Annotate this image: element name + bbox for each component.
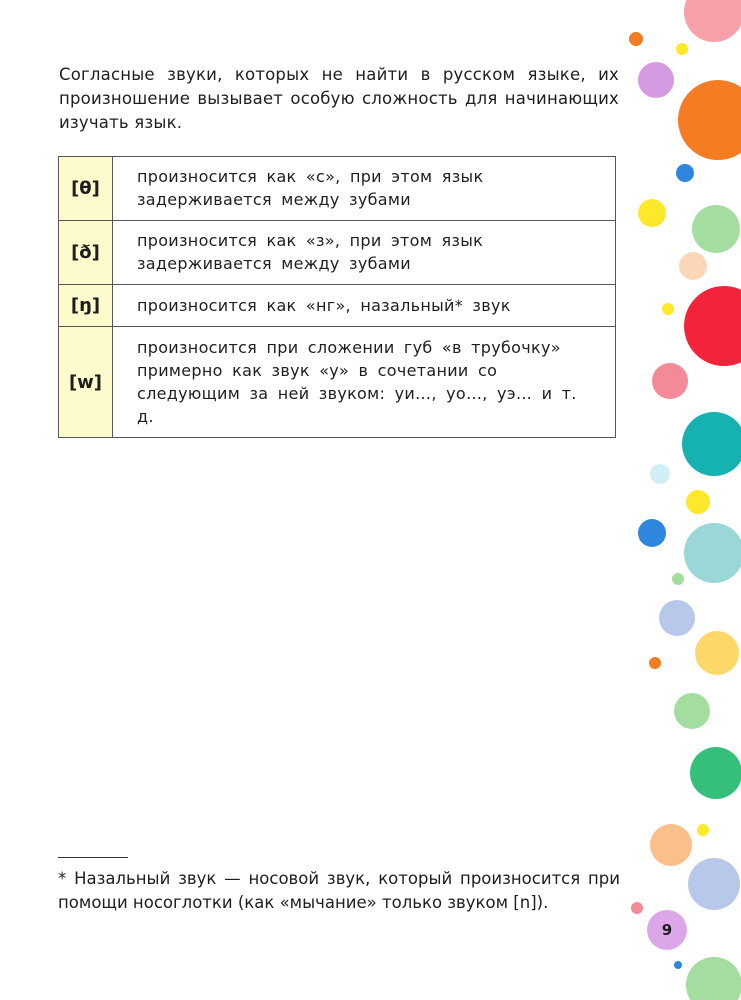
intro-paragraph: Согласные звуки, которых не найти в русском языке, их произношение вызывает особую сложность для начинающих изучать язык.	[59, 65, 619, 132]
dot	[688, 858, 740, 910]
table-row	[59, 285, 616, 327]
dot	[682, 412, 741, 476]
dot	[649, 657, 661, 669]
dot	[678, 80, 741, 160]
dot	[674, 961, 682, 969]
dot	[676, 164, 694, 182]
dot	[686, 490, 710, 514]
sound-symbol: [w]	[59, 327, 113, 438]
dot	[676, 43, 688, 55]
sound-description: произносится при сложении губ «в трубочку» примерно как звук «у» в сочетании со следующим за ней звуком: уи…, уо…, уэ… и т. д.	[113, 327, 616, 438]
dot	[650, 824, 692, 866]
table-row	[59, 327, 616, 438]
sound-symbol: [ŋ]	[59, 285, 113, 327]
dot	[697, 824, 709, 836]
dot	[638, 519, 666, 547]
dot	[695, 631, 739, 675]
dot	[692, 205, 740, 253]
dot	[684, 286, 741, 366]
dot	[659, 600, 695, 636]
sound-description: произносится как «нг», назальный* звук	[113, 285, 616, 327]
footnote-divider	[58, 857, 128, 858]
sounds-table	[58, 156, 616, 438]
dot	[679, 252, 707, 280]
sound-description: произносится как «з», при этом язык задерживается между зубами	[113, 221, 616, 285]
dot	[638, 199, 666, 227]
dot	[686, 957, 741, 1000]
dot	[631, 902, 643, 914]
sound-symbol: [θ]	[59, 157, 113, 221]
footnote: * Назальный звук — носовой звук, который произносится при помощи носоглотки (как «мычание» только звуком [n]).	[58, 869, 620, 912]
dot	[629, 32, 643, 46]
dot	[652, 363, 688, 399]
dot	[684, 0, 741, 42]
page-number: 9	[647, 910, 687, 950]
dot	[684, 523, 741, 583]
dot	[672, 573, 684, 585]
sound-description: произносится как «с», при этом язык задерживается между зубами	[113, 157, 616, 221]
sound-symbol: [ð]	[59, 221, 113, 285]
table-row	[59, 221, 616, 285]
table-row	[59, 157, 616, 221]
dot	[638, 62, 674, 98]
dot	[650, 464, 670, 484]
dot	[690, 747, 741, 799]
dot	[662, 303, 674, 315]
dot	[674, 693, 710, 729]
